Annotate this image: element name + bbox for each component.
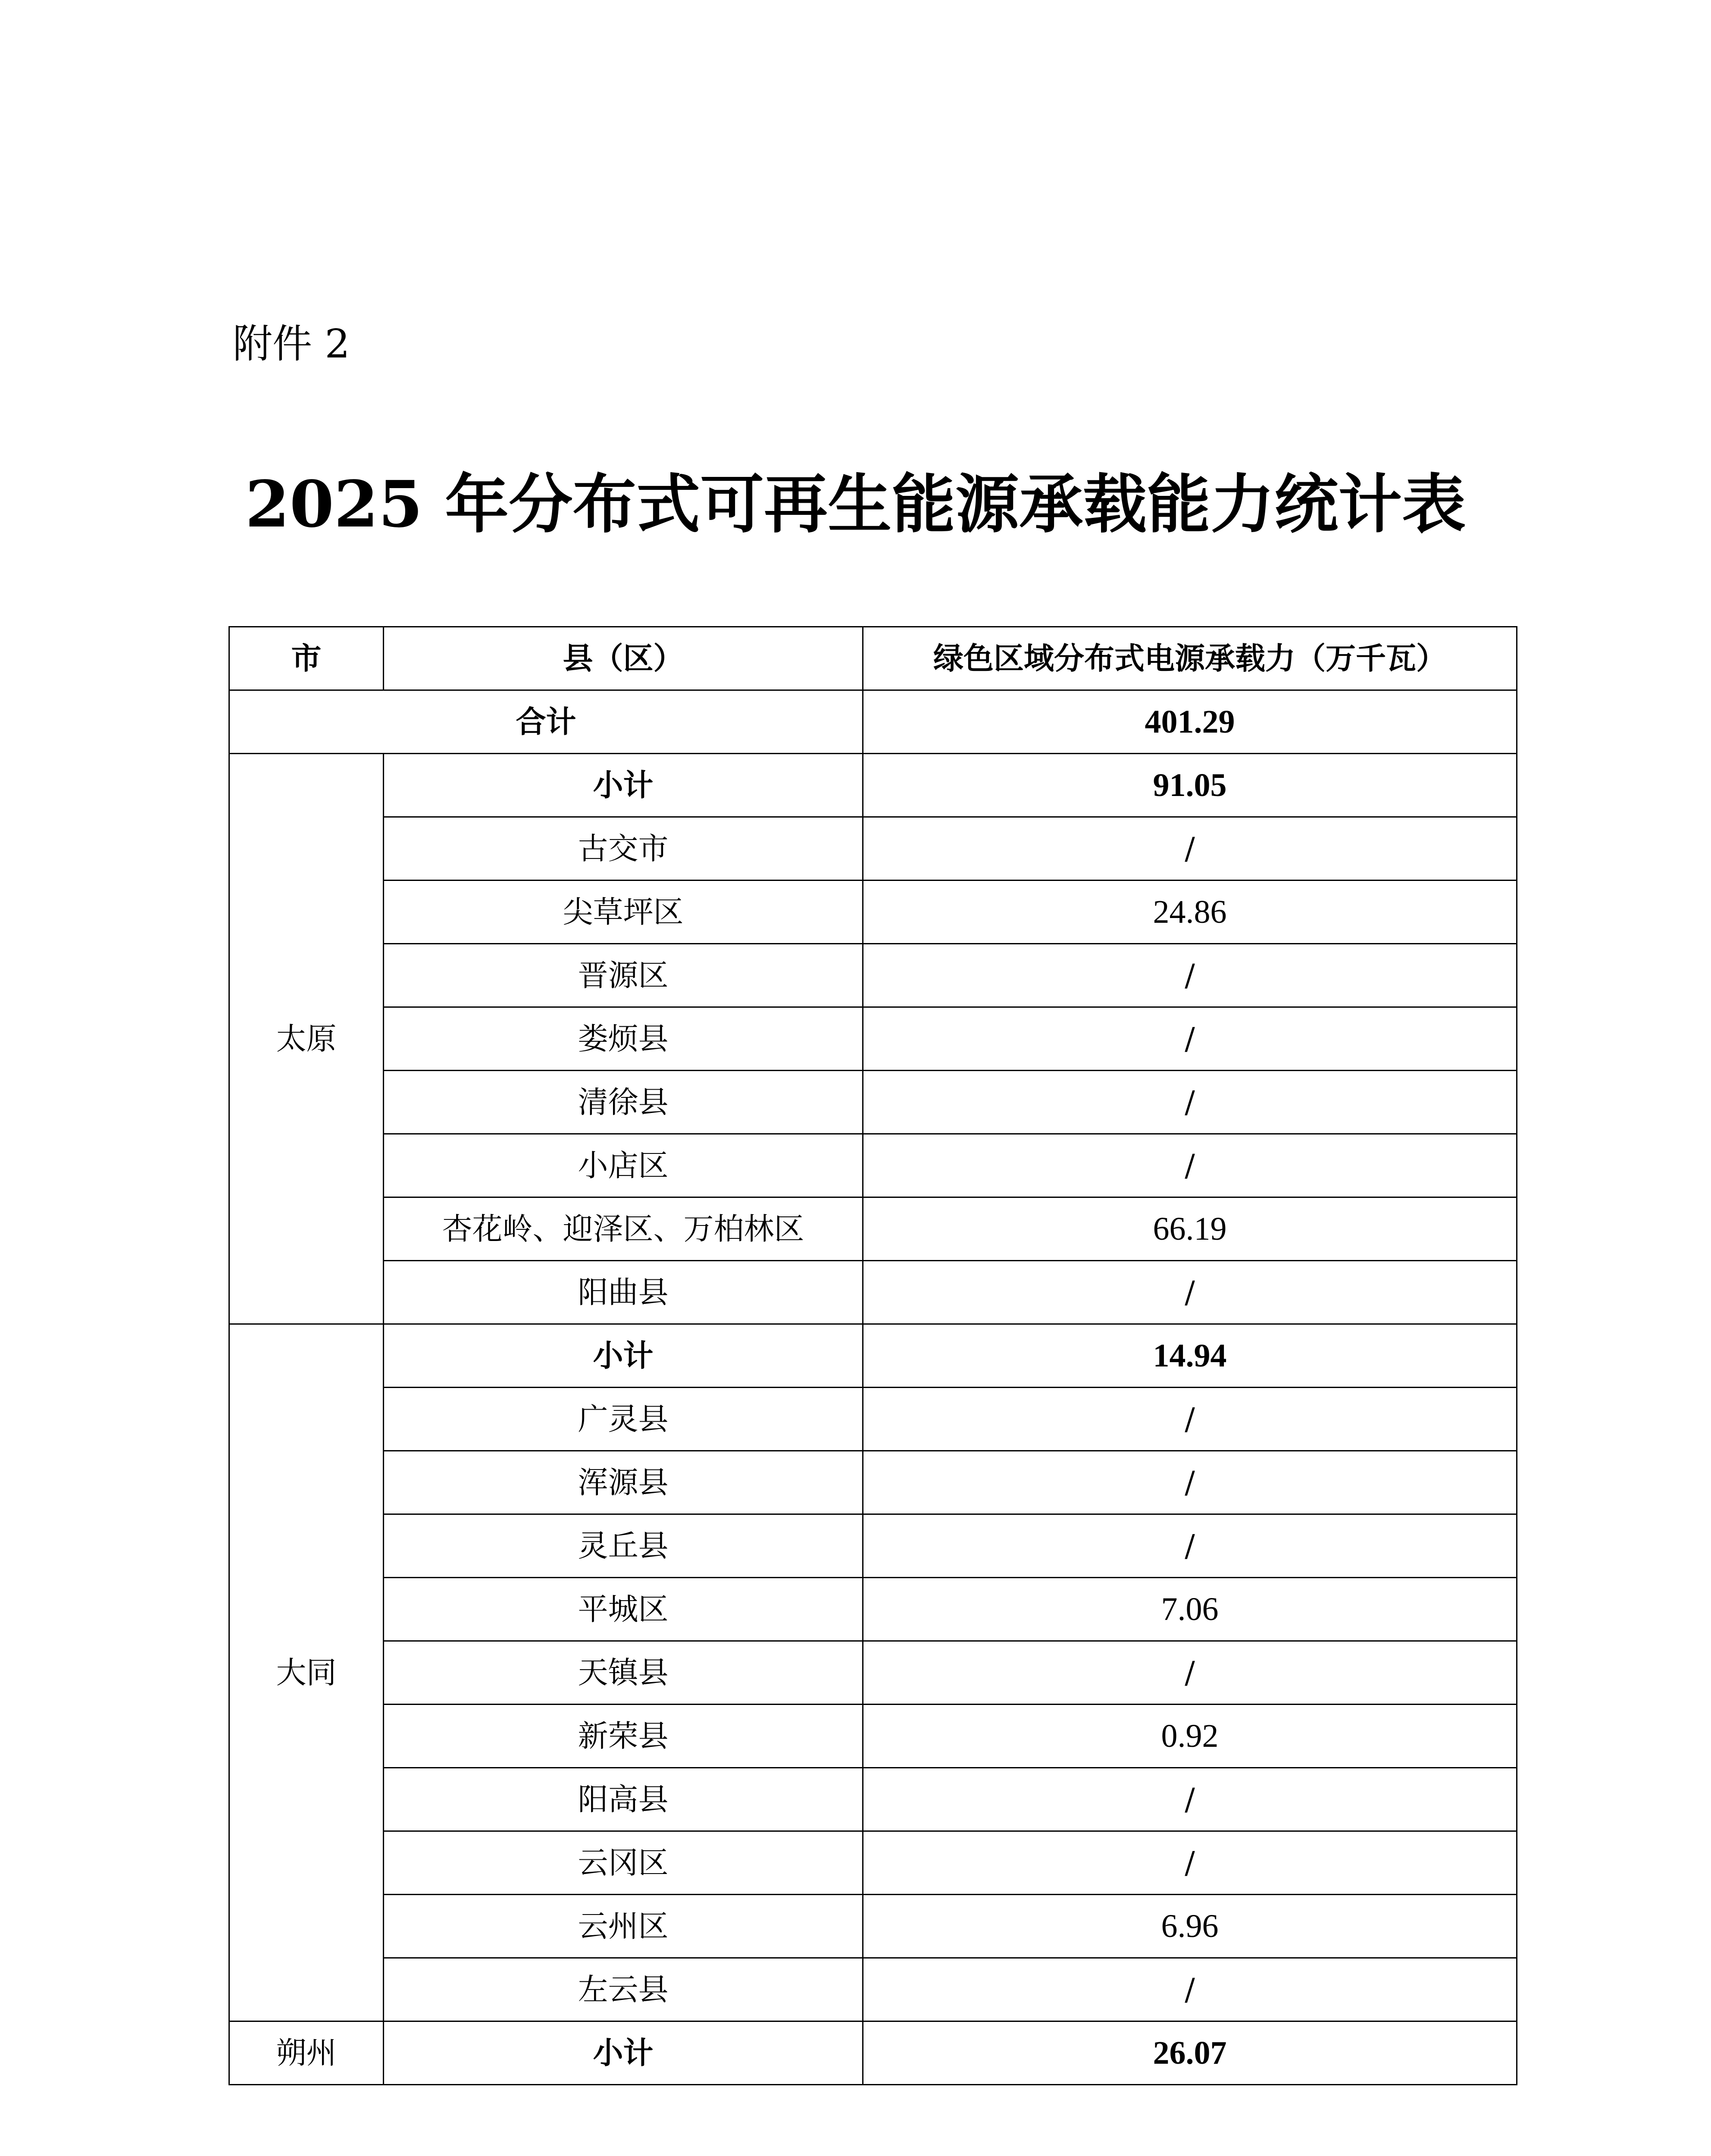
county-cell: 清徐县 [384,1071,863,1134]
total-label: 合计 [229,690,863,754]
capacity-cell: 7.06 [863,1578,1517,1641]
city-cell: 太原 [229,754,384,1324]
table-row [229,881,1517,944]
county-cell: 广灵县 [384,1388,863,1451]
total-row [229,690,1517,754]
document-title: 2025 年分布式可再生能源承载能力统计表 [245,467,1466,542]
capacity-cell: / [863,1768,1517,1831]
table-row [229,1705,1517,1768]
table-row [229,1641,1517,1705]
attachment-label: 附件 2 [233,321,350,367]
table-row [229,1895,1517,1958]
table-row [229,1388,1517,1451]
total-value: 401.29 [863,690,1517,754]
table-row [229,1514,1517,1578]
table-row [229,1451,1517,1514]
subtotal-label: 小计 [384,2021,863,2085]
county-cell: 新荣县 [384,1705,863,1768]
subtotal-row [229,1324,1517,1388]
county-cell: 尖草坪区 [384,881,863,944]
table-row [229,1831,1517,1895]
table-row [229,1768,1517,1831]
capacity-cell: 66.19 [863,1197,1517,1261]
subtotal-value: 14.94 [863,1324,1517,1388]
table-row [229,1007,1517,1071]
capacity-cell: / [863,1958,1517,2021]
table-row [229,1197,1517,1261]
capacity-cell: / [863,1134,1517,1197]
subtotal-row [229,754,1517,817]
subtotal-row [229,2021,1517,2085]
county-cell: 左云县 [384,1958,863,2021]
table-row [229,1134,1517,1197]
header-city: 市 [229,627,384,690]
capacity-cell: / [863,944,1517,1007]
capacity-cell: 0.92 [863,1705,1517,1768]
table-row [229,1578,1517,1641]
table-row [229,1261,1517,1324]
capacity-table [228,626,1517,2085]
capacity-cell: / [863,1007,1517,1071]
subtotal-label: 小计 [384,1324,863,1388]
city-cell: 大同 [229,1324,384,2021]
subtotal-value: 26.07 [863,2021,1517,2085]
subtotal-label: 小计 [384,754,863,817]
capacity-cell: / [863,1388,1517,1451]
table-row [229,1958,1517,2021]
header-row [229,627,1517,690]
county-cell: 天镇县 [384,1641,863,1705]
county-cell: 灵丘县 [384,1514,863,1578]
county-cell: 云州区 [384,1895,863,1958]
county-cell: 杏花岭、迎泽区、万柏林区 [384,1197,863,1261]
county-cell: 古交市 [384,817,863,881]
county-cell: 阳高县 [384,1768,863,1831]
table-row [229,944,1517,1007]
header-capacity: 绿色区域分布式电源承载力（万千瓦） [863,627,1517,690]
county-cell: 阳曲县 [384,1261,863,1324]
table-row [229,1071,1517,1134]
capacity-cell: / [863,1514,1517,1578]
capacity-cell: 24.86 [863,881,1517,944]
capacity-cell: / [863,1261,1517,1324]
capacity-cell: 6.96 [863,1895,1517,1958]
county-cell: 小店区 [384,1134,863,1197]
capacity-cell: / [863,1071,1517,1134]
subtotal-value: 91.05 [863,754,1517,817]
county-cell: 娄烦县 [384,1007,863,1071]
table-row [229,817,1517,881]
county-cell: 云冈区 [384,1831,863,1895]
county-cell: 晋源区 [384,944,863,1007]
county-cell: 浑源县 [384,1451,863,1514]
capacity-cell: / [863,817,1517,881]
header-county: 县（区） [384,627,863,690]
capacity-cell: / [863,1831,1517,1895]
county-cell: 平城区 [384,1578,863,1641]
capacity-cell: / [863,1451,1517,1514]
capacity-cell: / [863,1641,1517,1705]
city-cell: 朔州 [229,2021,384,2085]
